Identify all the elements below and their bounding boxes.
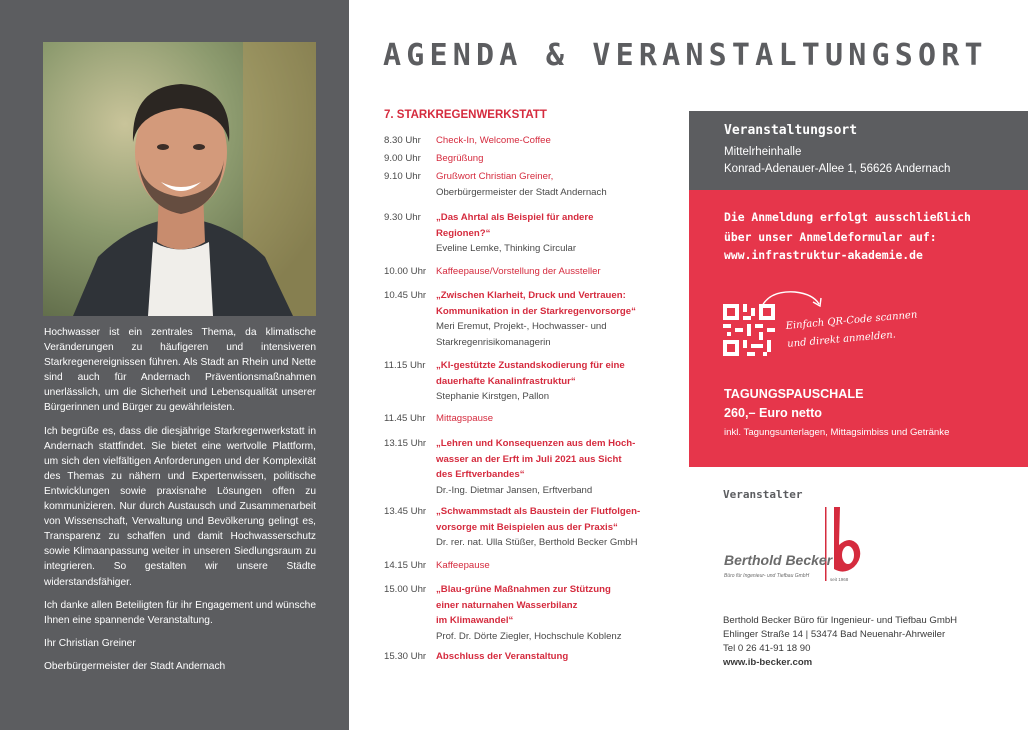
agenda-time: 11.45 Uhr (384, 413, 426, 424)
page-title: AGENDA & VERANSTALTUNGSORT (383, 38, 988, 73)
intro-paragraph-3: Ich danke allen Beteiligten für ihr Engagement und wünsche Ihnen eine spannende Veranstaltung. (44, 599, 316, 626)
signature-name: Ihr Christian Greiner (44, 637, 136, 649)
agenda-content (436, 358, 676, 405)
agenda-line: Begrüßung (436, 153, 484, 164)
agenda-time: 9.30 Uhr (384, 212, 421, 223)
agenda-line: Oberbürgermeister der Stadt Andernach (436, 186, 607, 198)
organizer-line-1: Berthold Becker Büro für Ingenieur- und Tiefbau GmbH (723, 615, 958, 626)
agenda-content (436, 151, 676, 167)
agenda-line: Kommunikation in der Starkregenvorsorge“ (436, 305, 636, 317)
intro-paragraph-2: Ich begrüße es, dass die diesjährige Starkregenwerkstatt in Andernach stattfindet. Sie bietet eine wertvolle Plattform, um sich den vielfältigen Anforderungen und der Komplexität des Themas zu nähern und Expertenwissen, politische Entwicklungen sowie praxisnahe Lösungen offen zu kommunizieren. Nur durch Austausch und Zusammenarbeit von Wissenschaft, Verwaltung und Bevölkerung gelingt es, Transparenz zu schaffen und damit Hochwasserschutz sowie Klimaanpassung weiter in unseren Siedlungsraum zu integrieren. So gestalten wir unsere Städte widerstandsfähiger. (44, 425, 316, 588)
agenda-time: 13.15 Uhr (384, 438, 427, 449)
organizer-website[interactable]: www.ib-becker.com (723, 657, 813, 668)
agenda-time: 15.30 Uhr (384, 651, 427, 662)
agenda-line: Mittagspause (436, 413, 494, 424)
agenda-time: 9.10 Uhr (384, 171, 421, 182)
organizer-line-2: Ehlinger Straße 14 | 53474 Bad Neuenahr-Ahrweiler (723, 629, 946, 640)
agenda-content (436, 264, 676, 280)
agenda-time: 11.15 Uhr (384, 360, 426, 371)
agenda-time: 15.00 Uhr (384, 584, 427, 595)
organizer-logo (722, 505, 867, 585)
venue-name: Mittelrheinhalle (724, 146, 802, 158)
agenda-line: „KI-gestützte Zustandskodierung für eine (436, 360, 625, 371)
registration-box (689, 190, 1028, 467)
agenda-line: im Klimawandel“ (436, 615, 514, 626)
agenda-content (436, 558, 676, 574)
agenda-line: „Lehren und Konsequenzen aus dem Hoch- (436, 438, 636, 449)
agenda-line: Abschluss der Veranstaltung (436, 651, 569, 662)
intro-text (44, 325, 316, 682)
logo-since: seit 1968 (830, 577, 849, 582)
fee-heading: TAGUNGSPAUSCHALE (724, 387, 864, 401)
agenda-time: 10.45 Uhr (384, 290, 427, 301)
agenda-content (436, 649, 676, 665)
organizer-address (723, 614, 957, 670)
agenda-content (436, 288, 676, 350)
agenda-line: einer naturnahen Wasserbilanz (436, 599, 578, 611)
agenda-line: „Das Ahrtal als Beispiel für andere (436, 212, 594, 223)
registration-url[interactable]: www.infrastruktur-akademie.de (724, 248, 923, 262)
left-panel (0, 0, 349, 730)
fee-price: 260,– Euro netto (724, 406, 822, 420)
signature-title: Oberbürgermeister der Stadt Andernach (44, 660, 226, 672)
agenda-content (436, 504, 676, 551)
venue-address: Konrad-Adenauer-Allee 1, 56626 Andernach (724, 163, 951, 175)
agenda-line: Dr.-Ing. Dietmar Jansen, Erftverband (436, 484, 593, 496)
agenda-content (436, 169, 676, 200)
organizer-phone: Tel 0 26 41-91 18 90 (723, 643, 811, 654)
agenda-line: Kaffeepause/Vorstellung der Aussteller (436, 266, 601, 277)
registration-line-1: Die Anmeldung erfolgt ausschließlich (724, 210, 971, 224)
agenda-line: dauerhafte Kanalinfrastruktur“ (436, 375, 576, 387)
agenda-line: Stephanie Kirstgen, Pallon (436, 391, 550, 402)
agenda-heading: 7. STARKREGENWERKSTATT (384, 109, 547, 121)
registration-text (724, 207, 971, 247)
portrait-photo (43, 42, 316, 316)
qr-hint-line-2: und direkt anmelden. (786, 329, 897, 350)
intro-paragraph-1: Hochwasser ist ein zentrales Thema, da klimatische Veränderungen zu häufigeren und intensiveren Starkregenereignissen führen. Als Stadt an Rhein und Nette sind auch für Andernach Präventionsmaßnahmen unerlässlich, um die Sicherheit und Lebensqualität unserer Bürgerinnen und Bürger zu gewährleisten. (44, 327, 316, 414)
registration-line-2: über unser Anmeldeformular auf: (724, 230, 937, 244)
agenda-time: 8.30 Uhr (384, 135, 421, 146)
agenda-time: 13.45 Uhr (384, 506, 427, 517)
agenda-line: vorsorge mit Beispielen aus der Praxis“ (436, 521, 618, 533)
agenda-line: Starkregenrisikomanagerin (436, 336, 551, 348)
qr-code-icon[interactable] (723, 304, 775, 356)
agenda-content (436, 582, 676, 644)
agenda-time: 9.00 Uhr (384, 153, 421, 164)
fee-note: inkl. Tagungsunterlagen, Mittagsimbiss und Getränke (724, 427, 950, 438)
agenda-line: Prof. Dr. Dörte Ziegler, Hochschule Koblenz (436, 630, 622, 642)
agenda-line: Kaffeepause (436, 560, 490, 571)
venue-box (689, 111, 1028, 190)
agenda-line: Grußwort Christian Greiner, (436, 171, 554, 182)
agenda-line: „Blau-grüne Maßnahmen zur Stützung (436, 584, 611, 595)
agenda-line: Dr. rer. nat. Ulla Stüßer, Berthold Becker GmbH (436, 537, 638, 548)
agenda-line: „Zwischen Klarheit, Druck und Vertrauen: (436, 290, 626, 301)
agenda-line: des Erftverbandes“ (436, 469, 525, 480)
agenda-content (436, 436, 676, 498)
logo-subtitle: Büro für Ingenieur- und Tiefbau GmbH (724, 573, 810, 579)
agenda-content (436, 133, 676, 149)
agenda-line: „Schwammstadt als Baustein der Flutfolgen- (436, 506, 641, 517)
venue-heading: Veranstaltungsort (724, 123, 858, 138)
logo-name: Berthold Becker (724, 552, 833, 568)
agenda-content (436, 210, 676, 257)
organizer-heading: Veranstalter (723, 488, 803, 501)
agenda-content (436, 411, 676, 427)
agenda-line: wasser an der Erft im Juli 2021 aus Sicht (436, 453, 622, 465)
agenda-time: 10.00 Uhr (384, 266, 427, 277)
agenda-line: Regionen?“ (436, 227, 491, 239)
agenda-line: Eveline Lemke, Thinking Circular (436, 243, 577, 254)
agenda-line: Check-In, Welcome-Coffee (436, 135, 551, 146)
agenda-time: 14.15 Uhr (384, 560, 427, 571)
agenda-line: Meri Eremut, Projekt-, Hochwasser- und (436, 321, 607, 332)
qr-hint-line-1: Einfach QR-Code scannen (785, 309, 918, 332)
